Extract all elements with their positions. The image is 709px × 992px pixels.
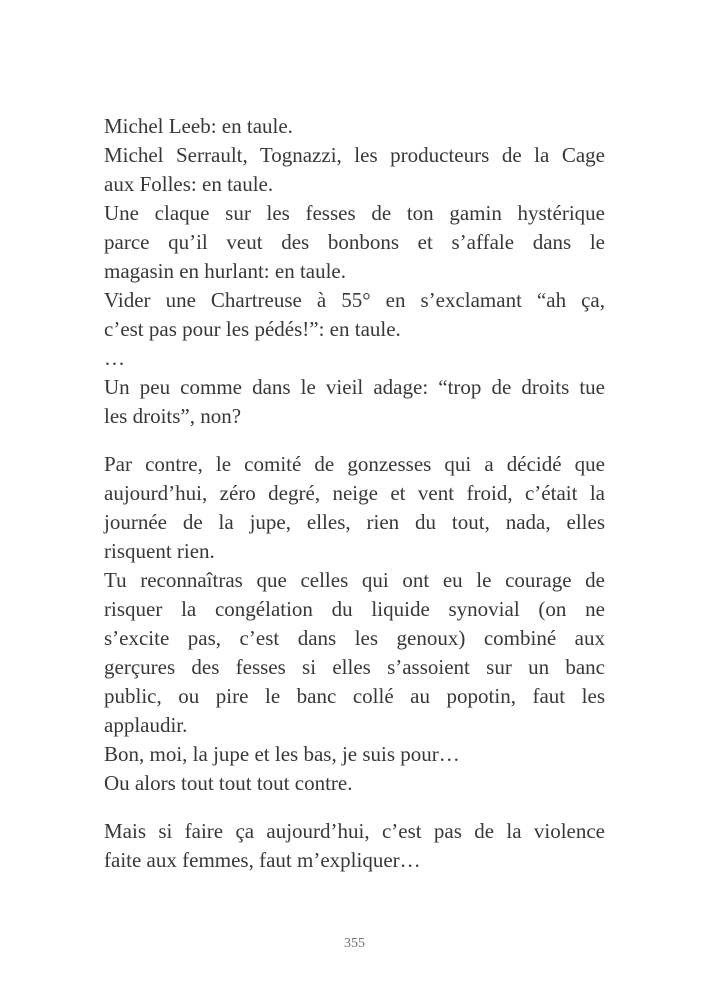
- paragraph: [104, 112, 605, 141]
- text-line: parce qu’il veut des bonbons et s’affale dans le: [104, 230, 605, 254]
- text-line: aux Folles: en taule.: [104, 172, 274, 196]
- text-line: applaudir.: [104, 713, 188, 737]
- text-block: [104, 450, 605, 798]
- text-line: s’excite pas, c’est dans les genoux) combiné aux: [104, 626, 605, 650]
- text-line: aujourd’hui, zéro degré, neige et vent froid, c’était la: [104, 481, 605, 505]
- text-line: Mais si faire ça aujourd’hui, c’est pas de la violence: [104, 819, 605, 843]
- text-line: les droits”, non?: [104, 404, 242, 428]
- paragraph: [104, 199, 605, 286]
- text-block: [104, 817, 605, 875]
- page-number: 355: [344, 936, 365, 951]
- paragraph: [104, 566, 605, 740]
- paragraph: [104, 817, 605, 875]
- text-line: risquent rien.: [104, 539, 215, 563]
- text-line: Ou alors tout tout tout contre.: [104, 771, 353, 795]
- text-line: public, ou pire le banc collé au popotin, faut les: [104, 684, 605, 708]
- text-block: [104, 112, 605, 431]
- text-line: faite aux femmes, faut m’expliquer…: [104, 848, 421, 872]
- paragraph: [104, 740, 605, 769]
- text-line: Par contre, le comité de gonzesses qui a décidé que: [104, 452, 605, 476]
- text-line: Michel Serrault, Tognazzi, les producteurs de la Cage: [104, 143, 605, 167]
- text-line: gerçures des fesses si elles s’assoient sur un banc: [104, 655, 605, 679]
- paragraph: [104, 344, 605, 373]
- paragraph: [104, 769, 605, 798]
- paragraph: [104, 286, 605, 344]
- text-line: risquer la congélation du liquide synovial (on ne: [104, 597, 605, 621]
- text-line: Tu reconnaîtras que celles qui ont eu le courage de: [104, 568, 605, 592]
- text-line: …: [104, 346, 125, 370]
- text-line: Vider une Chartreuse à 55° en s’exclamant “ah ça,: [104, 288, 605, 312]
- paragraph: [104, 450, 605, 566]
- paragraph: [104, 373, 605, 431]
- text-line: Un peu comme dans le vieil adage: “trop de droits tue: [104, 375, 605, 399]
- text-line: journée de la jupe, elles, rien du tout, nada, elles: [104, 510, 605, 534]
- text-line: magasin en hurlant: en taule.: [104, 259, 347, 283]
- text-line: Michel Leeb: en taule.: [104, 114, 293, 138]
- text-area: [104, 112, 605, 875]
- text-line: Une claque sur les fesses de ton gamin hystérique: [104, 201, 605, 225]
- text-line: Bon, moi, la jupe et les bas, je suis pour…: [104, 742, 460, 766]
- text-line: c’est pas pour les pédés!”: en taule.: [104, 317, 401, 341]
- paragraph: [104, 141, 605, 199]
